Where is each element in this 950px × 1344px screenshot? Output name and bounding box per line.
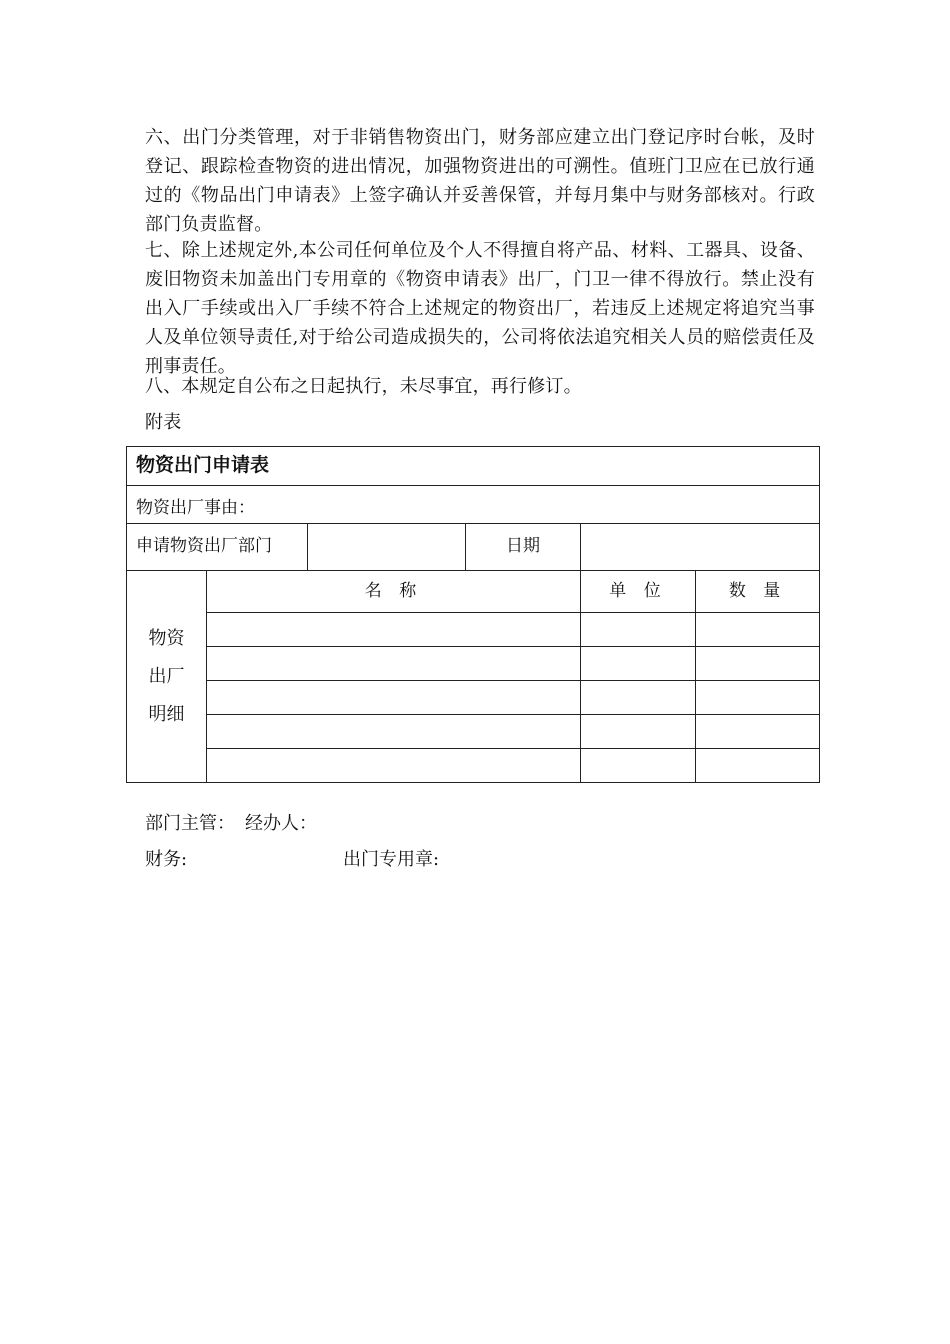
material-exit-form <box>126 446 820 783</box>
item-quantity-cell[interactable] <box>696 681 820 715</box>
side-label-line: 物资 <box>148 627 185 649</box>
item-quantity-cell[interactable] <box>696 613 820 647</box>
annex-label: 附表 <box>145 412 182 433</box>
column-header-unit: 单 位 <box>581 571 696 613</box>
item-unit-cell[interactable] <box>581 647 696 681</box>
table-row <box>127 749 820 783</box>
date-label: 日期 <box>466 524 581 571</box>
signature-manager-label: 部门主管： <box>145 813 235 834</box>
reason-field[interactable]: 物资出厂事由： <box>127 486 820 524</box>
item-unit-cell[interactable] <box>581 715 696 749</box>
date-input-cell[interactable] <box>581 524 820 571</box>
paragraph-7: 七、除上述规定外,本公司任何单位及个人不得擅自将产品、材料、工器具、设备、废旧物资未加盖出门专用章的《物资申请表》出厂，门卫一律不得放行。禁止没有出入厂手续或出入厂手续不符合上述规定的物资出厂，若违反上述规定将追究当事人及单位领导责任,对于给公司造成损失的，公司将依法追究相关人员的赔偿责任及刑事责任。 <box>145 240 815 377</box>
table-row <box>127 681 820 715</box>
item-unit-cell[interactable] <box>581 613 696 647</box>
paragraph-6: 六、出门分类管理，对于非销售物资出门，财务部应建立出门登记序时台帐，及时登记、跟踪检查物资的进出情况，加强物资进出的可溯性。值班门卫应在已放行通过的《物品出门申请表》上签字确认并妥善保管，并每月集中与财务部核对。行政部门负责监督。 <box>145 127 815 235</box>
signature-stamp-label: 出门专用章: <box>343 849 440 870</box>
item-name-cell[interactable] <box>207 647 581 681</box>
form-title: 物资出门申请表 <box>127 447 820 486</box>
table-row <box>127 613 820 647</box>
signature-handler-label: 经办人： <box>245 813 317 834</box>
item-name-cell[interactable] <box>207 749 581 783</box>
dept-label: 申请物资出厂部门 <box>127 524 308 571</box>
column-header-quantity: 数 量 <box>696 571 820 613</box>
item-name-cell[interactable] <box>207 613 581 647</box>
item-name-cell[interactable] <box>207 715 581 749</box>
side-label-line: 出厂 <box>148 665 185 687</box>
detail-side-label <box>127 571 207 783</box>
item-unit-cell[interactable] <box>581 749 696 783</box>
table-row <box>127 715 820 749</box>
paragraph-8: 八、本规定自公布之日起执行，未尽事宜，再行修订。 <box>145 376 582 397</box>
item-unit-cell[interactable] <box>581 681 696 715</box>
side-label-line: 明细 <box>148 703 185 725</box>
signature-finance-label: 财务: <box>145 849 188 870</box>
item-quantity-cell[interactable] <box>696 715 820 749</box>
dept-input-cell[interactable] <box>308 524 466 571</box>
item-quantity-cell[interactable] <box>696 749 820 783</box>
item-quantity-cell[interactable] <box>696 647 820 681</box>
table-row <box>127 647 820 681</box>
column-header-name: 名 称 <box>207 571 581 613</box>
item-name-cell[interactable] <box>207 681 581 715</box>
